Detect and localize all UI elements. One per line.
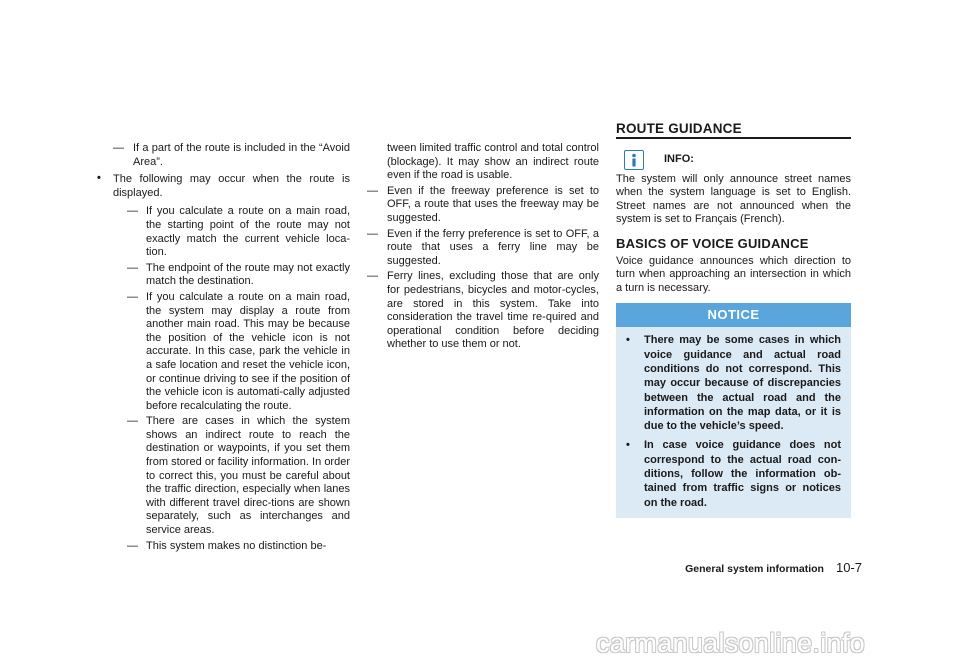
sub-list — [113, 205, 350, 553]
notice-item — [626, 438, 841, 509]
item-text: There are cases in which the system shows an indirect route to reach the destination or waypoints, if you set them from stored or facility information. In order to correct this, you must be careful about the traffic direction, especially when lanes with different travel direc-tions are shown separately, such as interchanges and service areas. — [146, 415, 350, 537]
dash-mark: — — [367, 227, 378, 240]
notice-box — [616, 303, 851, 518]
left-column — [97, 142, 350, 556]
bullet-icon: • — [97, 172, 101, 185]
item-text: Ferry lines, excluding those that are only for pedestrians, bicycles and motor-cycles, are stored in this system. Take into consideration the travel time re-quired and operational condition before deciding whether to use them or not. — [387, 270, 599, 351]
item-text: The following may occur when the route is displayed. — [113, 173, 350, 199]
continued-text: tween limited traffic control and total control (blockage). It may show an indirect route even if the road is usable. — [387, 142, 599, 182]
subsection-text: Voice guidance announces which direction to turn when approaching an intersection in which a turn is necessary. — [616, 254, 851, 294]
watermark: carmanualsonline.info — [596, 628, 865, 658]
dash-mark: — — [367, 184, 378, 197]
list-item — [113, 142, 350, 169]
item-text: The endpoint of the route may not exactly match the destination. — [146, 261, 350, 288]
item-text: If a part of the route is included in the “Avoid Area”. — [133, 142, 350, 168]
bullet-icon: • — [626, 334, 630, 347]
list-item — [113, 291, 350, 413]
list-item — [367, 270, 599, 352]
dash-mark: — — [127, 290, 138, 303]
dash-mark: — — [127, 205, 138, 218]
item-text: Even if the ferry preference is set to OFF, a route that uses a ferry line may be suggested. — [387, 227, 599, 267]
middle-column — [367, 142, 599, 352]
subsection-title: BASICS OF VOICE GUIDANCE — [616, 235, 809, 251]
info-label: INFO: — [664, 152, 694, 165]
info-header — [624, 149, 851, 171]
item-text: If you calculate a route on a main road, the system may display a route from another main road. This may be because the position of the vehicle icon is not accurate. In this case, park the vehicle in a safe location and reset the vehicle icon, or continue driving to see if the position of the vehicle icon is automati-cally adjusted before recalculating the route. — [146, 290, 350, 412]
list-item — [367, 185, 599, 226]
dash-mark: — — [113, 142, 124, 154]
item-text: If you calculate a route on a main road, the starting point of the route may not exactly match the current vehicle loca-tion. — [146, 205, 350, 259]
section-title: ROUTE GUIDANCE — [616, 122, 851, 139]
notice-title: NOTICE — [616, 303, 851, 327]
dash-mark: — — [127, 415, 138, 428]
bullet-icon: • — [626, 439, 630, 452]
item-text: This system makes no distinction be- — [146, 539, 327, 552]
page-number: 10-7 — [835, 560, 862, 575]
list-item — [113, 415, 350, 537]
list-item — [113, 205, 350, 259]
info-text: The system will only announce street names when the system language is set to English. Street names are not announced when the system is set to Français (French). — [616, 172, 851, 226]
dash-mark: — — [127, 261, 138, 274]
notice-item — [626, 333, 841, 433]
notice-text: There may be some cases in which voice guidance and actual road conditions do not correspond. This may occur because of discrepancies between the actual road and the information on the map data, or it is due to the vehicle’s speed. — [644, 334, 841, 433]
right-column — [616, 122, 851, 518]
list-item — [113, 540, 350, 554]
dash-mark: — — [127, 539, 138, 552]
notice-text: In case voice guidance does not correspond to the actual road con-ditions, follow the information ob-tained from traffic signs or notices on the road. — [644, 439, 841, 509]
bullet-item — [97, 173, 350, 553]
item-text: Even if the freeway preference is set to OFF, a route that uses the freeway may be suggested. — [387, 184, 599, 224]
footer-section-label: General system information — [685, 563, 824, 575]
page-footer — [640, 560, 862, 575]
list-item — [367, 228, 599, 269]
dash-mark: — — [367, 270, 378, 283]
info-icon — [624, 150, 644, 170]
list-item — [113, 262, 350, 289]
